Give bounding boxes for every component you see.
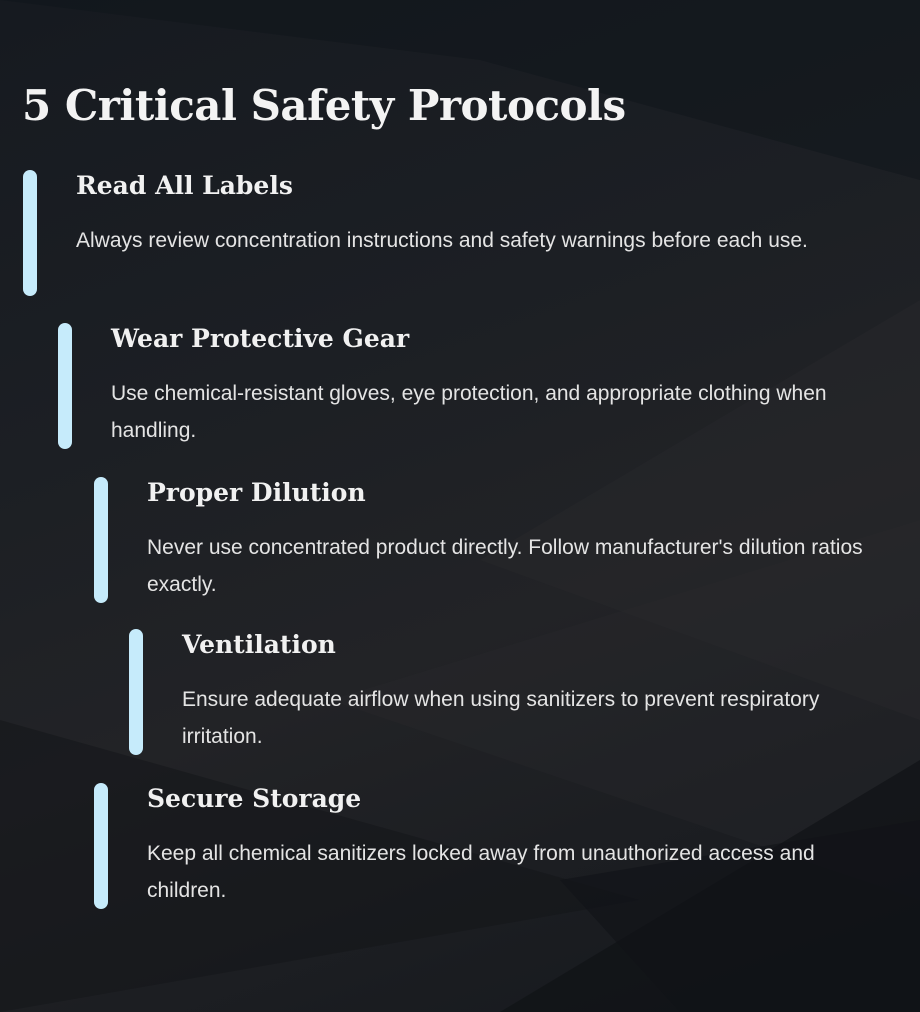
protocol-description: Never use concentrated product directly. Follow manufacturer's dilution ratios exactly. <box>147 536 863 596</box>
protocol-heading: Wear Protective Gear <box>111 324 410 353</box>
protocol-heading: Proper Dilution <box>147 478 366 507</box>
protocol-description: Use chemical-resistant gloves, eye protection, and appropriate clothing when handling. <box>111 382 827 442</box>
accent-bar <box>58 323 72 449</box>
protocol-item-storage <box>94 781 894 909</box>
accent-bar <box>94 477 108 603</box>
accent-bar <box>94 783 108 909</box>
page-title: 5 Critical Safety Protocols <box>22 81 626 130</box>
protocol-description: Ensure adequate airflow when using sanitizers to prevent respiratory irritation. <box>182 688 820 748</box>
protocol-heading: Ventilation <box>182 630 336 659</box>
protocol-description: Always review concentration instructions and safety warnings before each use. <box>76 229 808 252</box>
protocol-item-dilution <box>94 475 894 603</box>
protocol-heading: Read All Labels <box>76 171 293 200</box>
accent-bar <box>129 629 143 755</box>
protocol-item-read-labels <box>23 168 883 296</box>
protocol-description: Keep all chemical sanitizers locked away from unauthorized access and children. <box>147 842 815 902</box>
protocol-item-ventilation <box>129 627 889 755</box>
protocol-heading: Secure Storage <box>147 784 362 813</box>
protocol-item-protective-gear <box>58 321 888 449</box>
accent-bar <box>23 170 37 296</box>
